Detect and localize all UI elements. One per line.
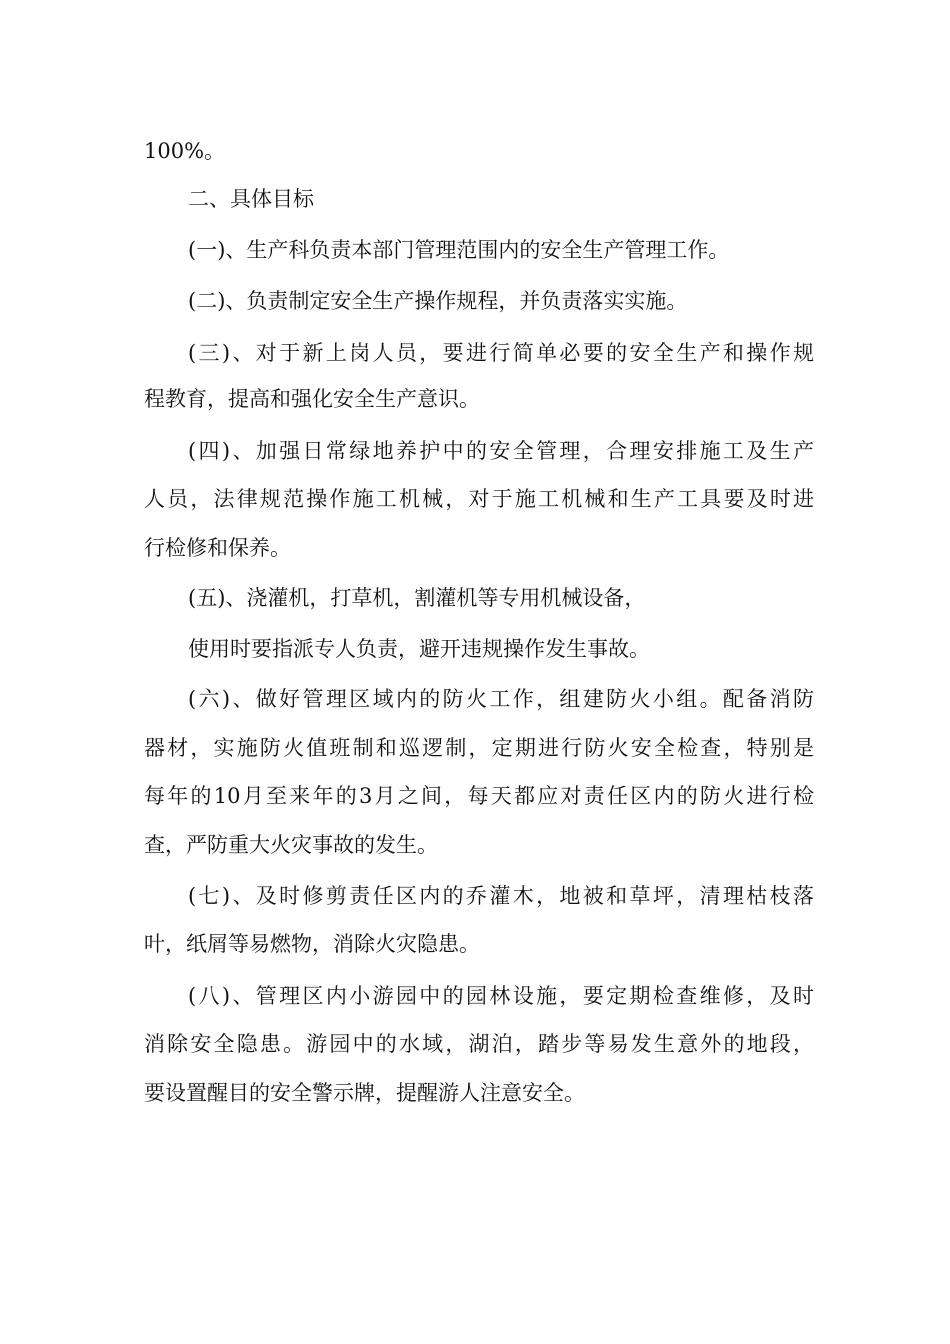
text-line: (二)、负责制定安全生产操作规程，并负责落实实施。 <box>188 289 688 313</box>
text-line: 100%。 <box>144 139 226 163</box>
text-line: 人员，法律规范操作施工机械，对于施工机械和生产工具要及时进 <box>144 487 814 511</box>
text-line: (四)、加强日常绿地养护中的安全管理，合理安排施工及生产 <box>188 439 814 463</box>
text-line: 要设置醒目的安全警示牌，提醒游人注意安全。 <box>144 1081 585 1105</box>
text-line: 消除安全隐患。游园中的水域，湖泊，踏步等易发生意外的地段， <box>144 1032 814 1056</box>
section-heading: 二、具体目标 <box>188 187 314 211</box>
text-line: (六)、做好管理区域内的防火工作，组建防火小组。配备消防 <box>188 687 814 711</box>
text-line: (五)、浇灌机，打草机，割灌机等专用机械设备， <box>188 586 646 610</box>
text-line: 行检修和保养。 <box>144 536 291 560</box>
text-line: (七)、及时修剪责任区内的乔灌木，地被和草坪，清理枯枝落 <box>188 884 814 908</box>
text-line: (一)、生产科负责本部门管理范围内的安全生产管理工作。 <box>188 238 730 262</box>
text-line: (三)、对于新上岗人员，要进行简单必要的安全生产和操作规 <box>188 341 814 365</box>
text-line: 器材，实施防火值班制和巡逻制，定期进行防火安全检查，特别是 <box>144 736 814 760</box>
text-line: 使用时要指派专人负责，避开违规操作发生事故。 <box>188 637 650 661</box>
text-line: 程教育，提高和强化安全生产意识。 <box>144 387 480 411</box>
text-line: (八)、管理区内小游园中的园林设施，要定期检查维修，及时 <box>188 984 814 1008</box>
text-line: 叶，纸屑等易燃物，消除火灾隐患。 <box>144 932 480 956</box>
text-line: 每年的10月至来年的3月之间，每天都应对责任区内的防火进行检 <box>144 784 814 808</box>
text-line: 查，严防重大火灾事故的发生。 <box>144 833 438 857</box>
